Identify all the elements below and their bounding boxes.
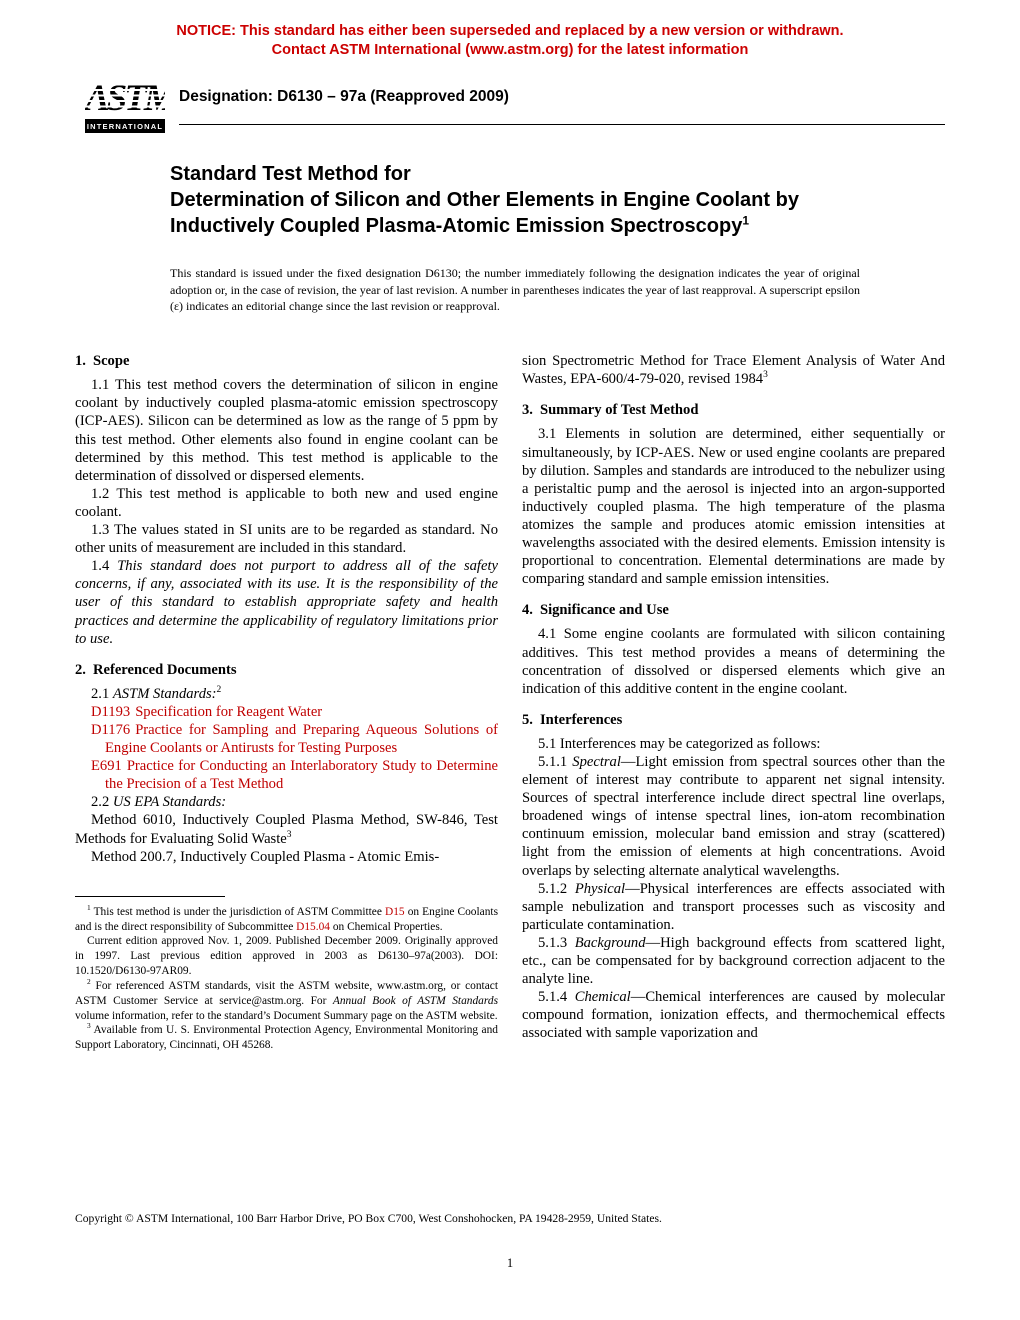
footnote-ref-3b: 3: [763, 370, 768, 381]
left-column: [75, 352, 498, 1053]
para-4-1: 4.1 Some engine coolants are formulated with silicon containing additives. This test method provides a means of determining the concentration of dissolved or dispersed elements which give an indication of this additive content in the engine coolant.: [522, 626, 945, 697]
page-title: Determination of Silicon and Other Elements in Engine Coolant by Inductively Coupled Plasma-Atomic Emission Spectroscopy$^1$: [170, 189, 799, 238]
designation-text: Designation: D6130 – 97a (Reapproved 2009): [179, 88, 509, 106]
footnote-1: $^1$ This test method is under the jurisdiction of ASTM Committee D15 on Engine Coolants and is the direct responsibility of Subcommittee D15.04 on Chemical Properties.: [75, 902, 499, 933]
para-1-1: 1.1 This test method covers the determination of silicon in engine coolant by inductively coupled plasma-atomic emission spectroscopy (ICP-AES). Silicon can be determined as low as the range of 5 ppm by this test method. Other elements also found in engine coolant can be determined by this method. This test method is applicable to the determination of dissolved or dispersed elements.: [75, 377, 498, 484]
ref-link-e691[interactable]: E691 Practice for Conducting an Interlaboratory Study to Determine the Precision of a Test Method: [91, 758, 498, 793]
para-2-1: 2.1 ASTM Standards:$^2$: [91, 684, 222, 702]
standard-preamble: This standard is issued under the fixed designation D6130; the number immediately following the designation indicates the year of original adoption or, in the case of revision, the year of last revision. A number in parentheses indicates the year of last reapproval. A superscript epsilon (ε) indicates an editorial change since the last revision or reapproval.: [170, 266, 860, 313]
footnote-edition: Current edition approved Nov. 1, 2009. Published December 2009. Originally approved in 1997. Last previous edition approved in 2003 as D6130–97a(2003). DOI: 10.1520/D6130-97AR09.: [75, 935, 498, 978]
reference-item-d1193: [75, 703, 498, 721]
para-2-2: 2.2 US EPA Standards:: [91, 794, 227, 811]
footnote-3: $^3$ Available from U. S. Environmental Protection Agency, Environmental Monitoring and Support Laboratory, Cincinnati, OH 45268.: [75, 1021, 498, 1052]
para-5-1: 5.1 Interferences may be categorized as follows:: [538, 735, 821, 752]
page-number: 1: [506, 1256, 514, 1270]
right-column: [522, 352, 945, 1053]
para-epa-method-6010: Method 6010, Inductively Coupled Plasma Method, SW-846, Test Methods for Evaluating Solid Waste$^3$: [75, 812, 498, 847]
para-1-2: 1.2 This test method is applicable to both new and used engine coolant.: [75, 485, 498, 520]
footnote-ref-2: 2: [216, 684, 222, 695]
section-heading-referenced-documents: 2. Referenced Documents: [75, 661, 237, 678]
copyright-line: Copyright © ASTM International, 100 Barr Harbor Drive, PO Box C700, West Conshohocken, PA 19428-2959, United States.: [75, 1212, 662, 1225]
title-footnote-ref: 1: [742, 213, 750, 228]
superseded-notice: [0, 0, 1020, 60]
para-1-3: 1.3 The values stated in SI units are to be regarded as standard. No other units of measurement are included in this standard.: [75, 522, 498, 557]
reference-item-e691: [75, 757, 498, 793]
para-epa-method-200-7-continued: sion Spectrometric Method for Trace Element Analysis of Water And Wastes, EPA-600/4-79-020, revised 1984$^3$: [522, 353, 945, 388]
notice-line-2: Contact ASTM International (www.astm.org) for the latest information: [271, 42, 749, 59]
para-1-4: 1.4 This standard does not purport to address all of the safety concerns, if any, associated with its use. It is the responsibility of the user of this standard to establish appropriate safety and health practices and determine the applicability of regulatory limitations prior to use.: [75, 558, 498, 647]
title-block: [170, 161, 815, 239]
reference-item-d1176: [75, 721, 498, 757]
section-heading-scope: 1. Scope: [75, 353, 130, 370]
designation-area: [179, 80, 945, 125]
title-kicker: Standard Test Method for: [170, 163, 411, 186]
para-epa-method-200-7: Method 200.7, Inductively Coupled Plasma - Atomic Emis-: [91, 848, 440, 865]
section-heading-interferences: 5. Interferences: [522, 711, 623, 728]
para-3-1: 3.1 Elements in solution are determined, either sequentially or simultaneously, by ICP-AES. New or used engine coolants are prepared by dilution. Samples and standards are introduced to the nebulizer using a peristaltic pump and the aerosol is injected into an argon-supported inductively coupled plasma. The high temperature of the plasma atomizes the sample and produces atomic emission intensities at wavelengths associated with the desired elements. Emission intensity is proportional to concentration. Elemental determinations are made by comparing standard and sample emission intensities.: [522, 426, 945, 588]
section-heading-summary: 3. Summary of Test Method: [522, 402, 699, 419]
astm-logo: [85, 78, 174, 133]
astm-reference-list: [75, 703, 498, 793]
footnote-ref-3: 3: [286, 829, 292, 840]
link-committee-d15[interactable]: D15: [385, 905, 405, 918]
astm-logo-wordmark: ASTM: [85, 78, 174, 120]
footnotes-block: [75, 896, 498, 1053]
para-5-1-4: 5.1.4 Chemical—Chemical interferences are caused by molecular compound formation, ionization effects, and thermochemical effects associated with sample vaporization and: [522, 989, 945, 1042]
para-5-1-1: 5.1.1 Spectral—Light emission from spectral sources other than the element of interest may contribute to apparent net signal intensity. Sources of spectral interference include direct spectral line overlaps, broadened wings of intense spectral lines, ion-atom recombination continuum emission, molecular band emission and stray (scattered) light from the emission of elements at high concentrations. Avoid overlaps by selecting alternate analytical wavelengths.: [522, 753, 945, 879]
link-subcommittee-d15-04[interactable]: D15.04: [296, 920, 330, 933]
astm-logo-international-band: INTERNATIONAL: [85, 119, 165, 133]
para-5-1-2: 5.1.2 Physical—Physical interferences are effects associated with sample nebulization and transport processes such as viscosity and particulate contamination.: [522, 880, 945, 933]
document-header: [85, 80, 945, 133]
section-heading-significance: 4. Significance and Use: [522, 602, 669, 619]
ref-link-d1193[interactable]: D1193 Specification for Reagent Water: [91, 703, 323, 720]
notice-line-1: NOTICE: This standard has either been superseded and replaced by a new version or withdrawn.: [176, 23, 844, 39]
para-5-1-3: 5.1.3 Background—High background effects from scattered light, etc., can be compensated for by background correction adjacent to the analyte line.: [522, 934, 945, 988]
footnote-separator: [75, 896, 225, 897]
two-column-body: [75, 352, 945, 1053]
footnote-2: $^2$ For referenced ASTM standards, visit the ASTM website, www.astm.org, or contact ASTM Customer Service at service@astm.org. For Annual Book of ASTM Standards volume information, refer to the standard’s Document Summary page on the ASTM website.: [75, 977, 499, 1022]
ref-link-d1176[interactable]: D1176 Practice for Sampling and Preparing Aqueous Solutions of Engine Coolants or Antirusts for Testing Purposes: [91, 721, 498, 757]
